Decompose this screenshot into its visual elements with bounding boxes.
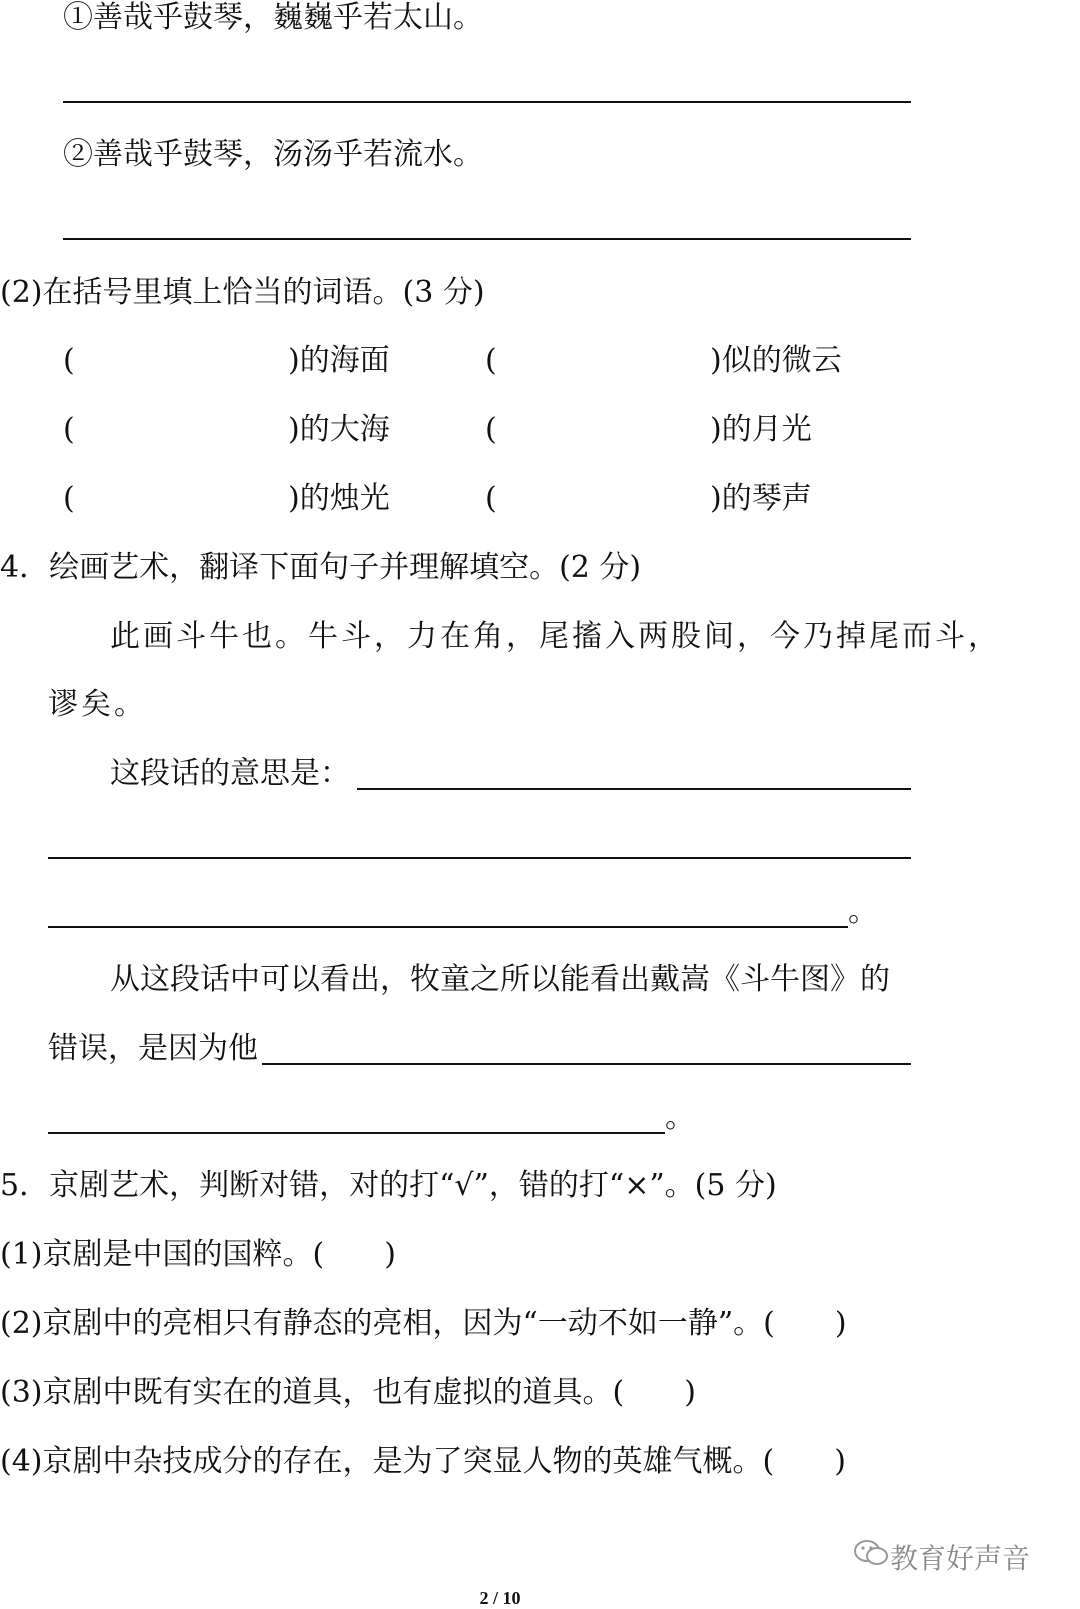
answer-line — [357, 788, 911, 790]
q5-item: (1)京剧是中国的国粹。( ) — [0, 1237, 396, 1272]
fill-phrase: )的大海 — [288, 412, 390, 447]
q5-item: (2)京剧中的亮相只有静态的亮相，因为“一动不如一静”。( ) — [0, 1306, 847, 1341]
q4-passage-line-2: 谬矣。 — [48, 687, 147, 722]
q5-item: (3)京剧中既有实在的道具，也有虚拟的道具。( ) — [0, 1375, 696, 1410]
q4-title: 4．绘画艺术，翻译下面句子并理解填空。(2 分) — [0, 550, 642, 585]
fill-open-paren: ( — [485, 343, 497, 378]
q4-passage-line-1: 此画斗牛也。牛斗，力在角，尾搐入两股间，今乃掉尾而斗， — [110, 619, 1001, 654]
period: 。 — [848, 894, 878, 929]
watermark-text: 教育好声音 — [890, 1542, 1031, 1575]
fill-open-paren: ( — [485, 412, 497, 447]
answer-line — [63, 238, 911, 240]
page-number: 2 / 10 — [479, 1588, 521, 1608]
answer-line — [48, 857, 911, 859]
wechat-icon — [853, 1538, 889, 1568]
q5-title: 5．京剧艺术，判断对错，对的打“√”，错的打“×”。(5 分) — [0, 1168, 777, 1203]
fill-open-paren: ( — [63, 481, 75, 516]
q3-part2-title: (2)在括号里填上恰当的词语。(3 分) — [0, 275, 485, 310]
q3-item-2: ②善哉乎鼓琴，汤汤乎若流水。 — [63, 137, 483, 172]
fill-phrase: )似的微云 — [710, 343, 842, 378]
q5-item: (4)京剧中杂技成分的存在，是为了突显人物的英雄气概。( ) — [0, 1444, 846, 1479]
answer-line — [48, 926, 848, 928]
period: 。 — [665, 1100, 695, 1135]
fill-phrase: )的烛光 — [288, 481, 390, 516]
fill-phrase: )的琴声 — [710, 481, 812, 516]
fill-open-paren: ( — [63, 343, 75, 378]
fill-open-paren: ( — [485, 481, 497, 516]
answer-line — [48, 1132, 665, 1134]
fill-phrase: )的月光 — [710, 412, 812, 447]
answer-line — [262, 1063, 911, 1065]
q3-item-1: ①善哉乎鼓琴，巍巍乎若太山。 — [63, 0, 483, 35]
q4-reason-line-2: 错误，是因为他 — [48, 1031, 258, 1066]
fill-phrase: )的海面 — [288, 343, 390, 378]
answer-line — [63, 101, 911, 103]
q4-meaning-label: 这段话的意思是： — [110, 756, 350, 791]
fill-open-paren: ( — [63, 412, 75, 447]
q4-reason-line-1: 从这段话中可以看出，牧童之所以能看出戴嵩《斗牛图》的 — [110, 962, 890, 997]
